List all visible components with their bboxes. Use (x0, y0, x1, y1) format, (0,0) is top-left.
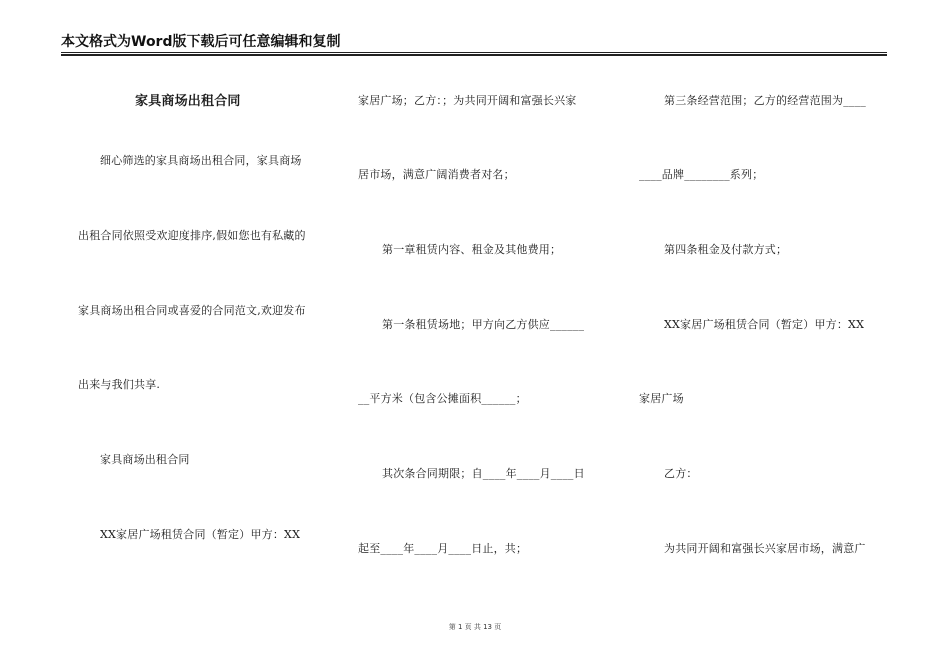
paragraph-line: 居市场，满意广阔消费者对名； (358, 168, 515, 181)
paragraph-line: 家居广场 (639, 392, 684, 405)
clause-line: ____品牌________系列； (639, 168, 764, 181)
clause-line: 第三条经营范围；乙方的经营范围为____ (664, 94, 866, 107)
paragraph-line: XX家居广场租赁合同（暂定）甲方：XX (100, 528, 301, 541)
paragraph-line: 家具商场出租合同或喜爱的合同范文,欢迎发布 (78, 304, 306, 317)
document-title: 家具商场出租合同 (135, 94, 241, 109)
clause-line: __平方米（包含公摊面积______； (358, 392, 527, 405)
paragraph-line: 家居广场；乙方：；为共同开阔和富强长兴家 (358, 94, 577, 107)
column-left (72, 0, 317, 672)
clause-line: 第一条租赁场地；甲方向乙方供应______ (382, 318, 585, 331)
clause-line: 起至____年____月____日止，共； (358, 542, 528, 555)
page-header: 本文格式为Word版下载后可任意编辑和复制 (61, 34, 341, 50)
paragraph-line: 为共同开阔和富强长兴家居市场，满意广 (664, 542, 866, 555)
section-heading: 家具商场出租合同 (100, 453, 190, 466)
paragraph-line: XX家居广场租赁合同（暂定）甲方：XX (664, 318, 865, 331)
paragraph-line: 出租合同依照受欢迎度排序,假如您也有私藏的 (78, 229, 306, 242)
column-middle (356, 0, 601, 672)
clause-heading: 第四条租金及付款方式； (664, 243, 788, 256)
chapter-heading: 第一章租赁内容、租金及其他费用； (382, 243, 562, 256)
column-right (637, 0, 882, 672)
page-number: 第 1 页 共 13 页 (448, 623, 502, 631)
paragraph-line: 出来与我们共享. (78, 378, 161, 391)
clause-line: 其次条合同期限；自____年____月____日 (382, 467, 585, 480)
paragraph-line: 细心筛选的家具商场出租合同，家具商场 (100, 154, 302, 167)
paragraph-line: 乙方： (664, 467, 698, 480)
